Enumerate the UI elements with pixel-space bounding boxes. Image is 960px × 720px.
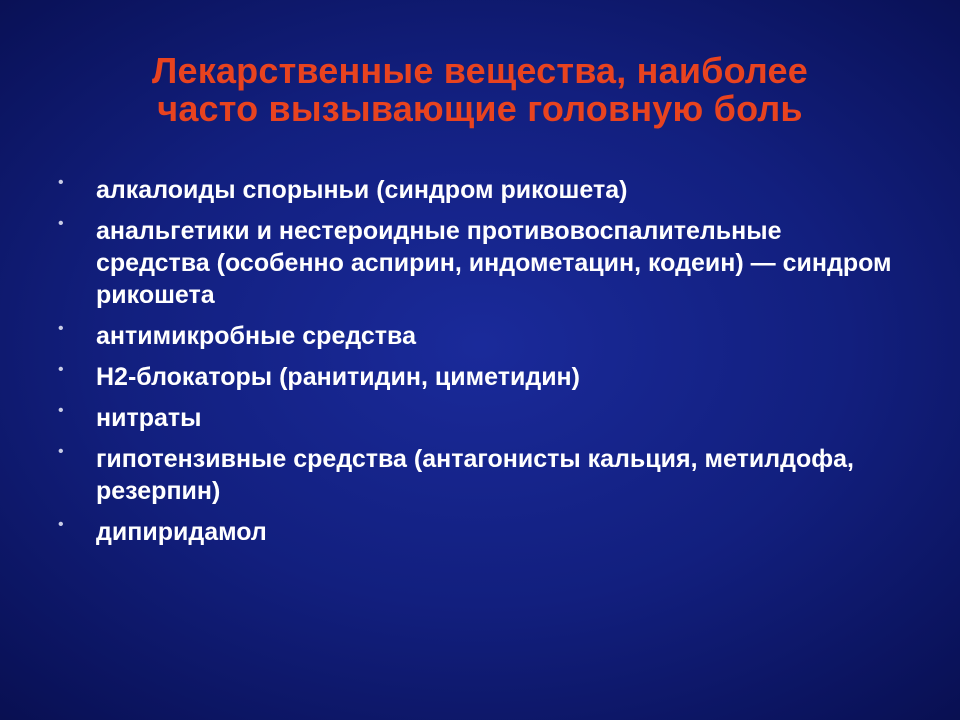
list-item-text: дипиридамол [96,518,267,546]
bullet-icon: • [58,215,64,232]
bullet-icon: • [58,320,64,337]
title-line-2: часто вызывающие головную боль [157,88,803,129]
list-item [58,516,898,548]
bullet-icon: • [58,402,64,419]
list-item-text: гипотензивные средства (антагонисты кальция, метилдофа, резерпин) [96,445,854,505]
title-line-1: Лекарственные вещества, наиболее [152,50,808,91]
list-item-text: антимикробные средства [96,322,416,350]
list-item-text: алкалоиды спорыньи (синдром рикошета) [96,176,628,204]
bullet-icon: • [58,361,64,378]
bullet-list [58,174,898,557]
list-item [58,215,898,311]
list-item [58,361,898,393]
list-item [58,320,898,352]
bullet-icon: • [58,443,64,460]
list-item [58,174,898,206]
bullet-icon: • [58,174,64,191]
list-item [58,443,898,507]
list-item-text: Н2-блокаторы (ранитидин, циметидин) [96,363,580,391]
list-item [58,402,898,434]
list-item-text: нитраты [96,404,202,432]
list-item-text: анальгетики и нестероидные противовоспалительные средства (особенно аспирин, индометацин, кодеин) — синдром рикошета [96,217,892,309]
bullet-icon: • [58,516,64,533]
slide-title [40,52,920,128]
